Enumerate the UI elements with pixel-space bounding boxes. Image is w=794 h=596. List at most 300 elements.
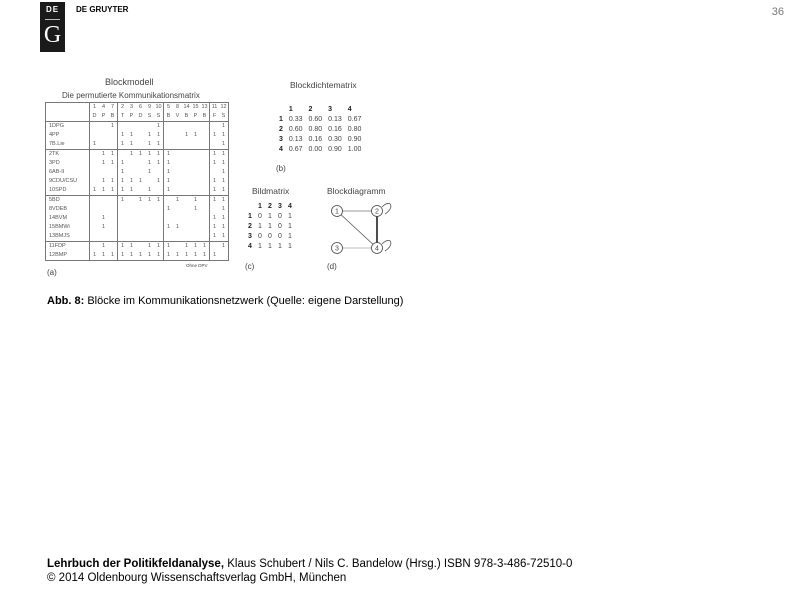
col-letter: P (129, 113, 134, 119)
matrix-cell (90, 122, 100, 132)
matrix-cell: 1 (145, 196, 154, 206)
matrix-cell (173, 159, 182, 168)
matrix-cell (127, 196, 136, 206)
matrix-cell (108, 232, 118, 242)
row-header: 1 (248, 213, 252, 220)
corner-cell (46, 103, 90, 113)
matrix-cell (210, 242, 220, 252)
matrix-cell (136, 205, 145, 214)
row-header: 4 (248, 243, 252, 250)
matrix-cell (118, 205, 128, 214)
matrix-cell: 1 (221, 215, 226, 221)
row-label: 5BD (46, 196, 90, 206)
table-row (245, 212, 295, 222)
matrix-cell: 1 (191, 196, 200, 206)
matrix-cell: 1 (118, 177, 128, 186)
matrix-cell (127, 214, 136, 223)
col-letter: V (175, 113, 180, 119)
matrix-cell (200, 232, 210, 242)
matrix-cell: 1 (219, 150, 229, 160)
value-cell: 0.16 (308, 136, 323, 143)
blockmodel-subtitle: Die permutierte Kommunikationsmatrix (62, 91, 200, 100)
matrix-cell (182, 177, 191, 186)
matrix-cell (200, 122, 210, 132)
matrix-cell: 1 (156, 160, 161, 166)
matrix-source: Ohne DPV (186, 263, 208, 268)
matrix-cell: 1 (154, 196, 164, 206)
matrix-cell: 1 (219, 196, 229, 206)
matrix-cell (145, 122, 154, 132)
matrix-cell: 1 (101, 224, 106, 230)
matrix-cell (127, 122, 136, 132)
value-cell: 0.67 (347, 116, 362, 123)
col-letter: B (164, 112, 174, 122)
corner-cell (245, 202, 255, 212)
row-label: 1DPG (46, 122, 90, 132)
matrix-cell (154, 186, 164, 196)
matrix-cell: 1 (136, 196, 145, 206)
row-label: 9CDU/CSU (49, 178, 78, 184)
matrix-cell: 1 (210, 196, 220, 206)
col-number: 8 (175, 104, 180, 110)
matrix-cell (90, 159, 100, 168)
col-number: 6 (138, 104, 143, 110)
matrix-cell (182, 159, 191, 168)
value-cell: 0.80 (308, 126, 323, 133)
matrix-cell (173, 140, 182, 150)
matrix-cell (173, 205, 182, 214)
matrix-cell: 1 (156, 178, 161, 184)
matrix-cell: 1 (182, 242, 191, 252)
matrix-cell: 1 (210, 251, 220, 261)
matrix-cell (136, 131, 145, 140)
row-header: 3 (279, 136, 283, 143)
matrix-row (46, 131, 229, 140)
matrix-cell: 1 (184, 252, 189, 258)
matrix-cell (191, 214, 200, 223)
matrix-cell (182, 150, 191, 160)
matrix-header-row (46, 103, 229, 113)
matrix-cell: 1 (210, 150, 220, 160)
matrix-cell (90, 150, 100, 160)
row-label: 3PD (49, 160, 60, 166)
matrix-cell: 1 (200, 242, 210, 252)
matrix-cell (164, 196, 174, 206)
label-a: (a) (47, 268, 57, 277)
matrix-cell: 1 (164, 242, 174, 252)
col-letter: S (221, 113, 226, 119)
node-label: 4 (375, 245, 379, 253)
matrix-cell: 1 (129, 187, 134, 193)
col-number: 2 (118, 103, 128, 113)
footer (47, 557, 572, 585)
matrix-cell: 1 (129, 132, 134, 138)
column-header: 2 (268, 203, 272, 210)
matrix-cell (219, 251, 229, 261)
matrix-cell (108, 131, 118, 140)
matrix-cell: 1 (210, 159, 220, 168)
column-header: 3 (328, 106, 333, 113)
col-letter: S (156, 113, 161, 119)
table-row (276, 115, 364, 125)
row-label: 14BVM (49, 215, 68, 221)
matrix-cell: 1 (154, 242, 164, 252)
logo-divider (45, 19, 60, 20)
corner-cell (276, 105, 286, 115)
matrix-cell (90, 177, 100, 186)
matrix-cell: 1 (118, 168, 128, 177)
matrix-cell (136, 168, 145, 177)
matrix-cell: 1 (164, 186, 174, 196)
page-number: 36 (771, 6, 784, 18)
matrix-cell: 1 (147, 160, 152, 166)
matrix-cell: 1 (175, 224, 180, 230)
matrix-cell (210, 168, 220, 177)
matrix-cell (145, 214, 154, 223)
matrix-cell (164, 140, 174, 150)
matrix-cell (108, 168, 118, 177)
matrix-cell: 1 (164, 223, 174, 232)
matrix-cell: 1 (210, 223, 220, 232)
matrix-cell (182, 232, 191, 242)
node-label: 1 (335, 208, 339, 216)
matrix-cell (90, 196, 100, 206)
value-cell: 0.67 (288, 146, 303, 153)
matrix-cell (182, 122, 191, 132)
matrix-cell (182, 168, 191, 177)
matrix-cell (108, 223, 118, 232)
matrix-cell: 1 (210, 214, 220, 223)
matrix-cell (191, 177, 200, 186)
matrix-cell (164, 232, 174, 242)
value-cell: 0.90 (328, 146, 342, 153)
matrix-cell (200, 223, 210, 232)
matrix-cell: 1 (110, 160, 115, 166)
matrix-cell: 1 (221, 206, 226, 212)
matrix-cell (118, 214, 128, 223)
col-number: 11 (210, 103, 220, 113)
matrix-cell (200, 140, 210, 150)
row-label: 8VDEB (49, 206, 68, 212)
matrix-cell: 1 (101, 252, 106, 258)
col-number: 13 (201, 104, 208, 110)
matrix-cell: 1 (164, 177, 174, 186)
matrix-cell: 1 (101, 178, 106, 184)
matrix-cell (118, 232, 128, 242)
loop-4 (382, 240, 391, 251)
matrix-cell: 1 (101, 215, 106, 221)
matrix-cell: 1 (221, 132, 226, 138)
value-cell: 1 (288, 223, 292, 230)
matrix-cell (127, 232, 136, 242)
matrix-cell: 1 (99, 242, 108, 252)
matrix-cell: 1 (118, 242, 128, 252)
col-letter: S (147, 113, 152, 119)
col-number: 14 (183, 104, 190, 110)
matrix-cell: 1 (221, 233, 226, 239)
col-number: 10 (155, 104, 162, 110)
matrix-cell: 1 (156, 132, 161, 138)
col-number: 12 (220, 104, 227, 110)
col-number: 3 (129, 104, 134, 110)
matrix-cell: 1 (147, 252, 152, 258)
matrix-row (46, 140, 229, 150)
matrix-cell: 1 (173, 196, 182, 206)
matrix-cell: 1 (108, 122, 118, 132)
value-cell: 1 (258, 243, 262, 250)
column-header: 2 (308, 106, 313, 113)
matrix-cell: 1 (164, 251, 174, 261)
matrix-cell (173, 131, 182, 140)
matrix-cell (154, 223, 164, 232)
matrix-cell (200, 159, 210, 168)
table-row (245, 222, 295, 232)
table-row (276, 145, 364, 155)
value-cell: 0.33 (288, 116, 303, 123)
matrix-cell: 1 (164, 168, 174, 177)
col-letter: B (110, 113, 115, 119)
matrix-row (46, 205, 229, 214)
matrix-cell (173, 214, 182, 223)
matrix-cell (191, 232, 200, 242)
matrix-cell: 1 (129, 141, 134, 147)
matrix-row (46, 186, 229, 196)
row-header: 2 (279, 126, 283, 133)
matrix-cell: 1 (118, 159, 128, 168)
col-letter: B (202, 113, 207, 119)
image-matrix (245, 202, 295, 252)
col-letter: F (210, 112, 220, 122)
matrix-cell (191, 150, 200, 160)
table-row (245, 242, 295, 252)
matrix-cell (173, 122, 182, 132)
matrix-cell (99, 140, 108, 150)
matrix-cell (182, 140, 191, 150)
matrix-cell (191, 223, 200, 232)
density-matrix (276, 105, 364, 155)
matrix-cell: 1 (164, 159, 174, 168)
matrix-row (46, 251, 229, 261)
matrix-cell (164, 131, 174, 140)
matrix-cell: 1 (221, 224, 226, 230)
matrix-cell (90, 205, 100, 214)
matrix-cell: 1 (118, 140, 128, 150)
matrix-cell (127, 205, 136, 214)
value-cell: 0.13 (328, 116, 342, 123)
column-header: 3 (278, 203, 282, 210)
matrix-cell: 1 (184, 132, 189, 138)
matrix-cell: 1 (154, 150, 164, 160)
value-cell: 0.80 (347, 126, 362, 133)
matrix-cell (200, 214, 210, 223)
row-label: 7B.Lie (49, 141, 65, 147)
matrix-cell (145, 232, 154, 242)
matrix-cell (191, 159, 200, 168)
matrix-cell (136, 122, 145, 132)
column-header: 1 (258, 203, 262, 210)
matrix-cell: 1 (118, 186, 128, 196)
matrix-cell (118, 223, 128, 232)
col-number: 7 (110, 104, 115, 110)
matrix-cell: 1 (108, 150, 118, 160)
matrix-cell: 1 (164, 205, 174, 214)
matrix-cell: 1 (90, 251, 100, 261)
matrix-cell: 1 (110, 178, 115, 184)
row-label: 12BMP (49, 252, 68, 258)
value-cell: 0.30 (328, 136, 342, 143)
matrix-cell (136, 223, 145, 232)
row-label: 10SPD (49, 187, 67, 193)
image-matrix-title: Bildmatrix (252, 186, 290, 196)
value-cell: 1 (288, 233, 292, 240)
matrix-cell (90, 223, 100, 232)
value-cell: 0.60 (308, 116, 323, 123)
matrix-cell (99, 232, 108, 242)
matrix-cell (200, 205, 210, 214)
col-letter: P (193, 113, 198, 119)
matrix-cell (182, 214, 191, 223)
value-cell: 0 (278, 223, 282, 230)
label-d: (d) (327, 262, 337, 271)
matrix-cell: 1 (138, 178, 143, 184)
matrix-cell: 1 (210, 131, 220, 140)
table-row (276, 135, 364, 145)
matrix-cell (108, 205, 118, 214)
value-cell: 1.00 (347, 146, 362, 153)
matrix-cell (136, 186, 145, 196)
book-title: Lehrbuch der Politikfeldanalyse, (47, 558, 225, 570)
matrix-cell (200, 150, 210, 160)
value-cell: 0 (268, 233, 272, 240)
matrix-cell (200, 186, 210, 196)
row-label: 2TK (46, 150, 90, 160)
matrix-cell (154, 168, 164, 177)
blockmodel-title: Blockmodell (105, 77, 154, 87)
matrix-cell: 1 (210, 232, 220, 242)
matrix-cell (136, 242, 145, 252)
table-row (276, 125, 364, 135)
matrix-cell: 1 (101, 187, 106, 193)
value-cell: 1 (268, 243, 272, 250)
matrix-cell: 1 (193, 206, 198, 212)
matrix-cell: 1 (145, 242, 154, 252)
value-cell: 0 (258, 213, 262, 220)
matrix-cell: 1 (154, 122, 164, 132)
matrix-cell (173, 168, 182, 177)
matrix-cell: 1 (145, 150, 154, 160)
col-number: 4 (101, 104, 106, 110)
row-label: 4PP (49, 132, 60, 138)
value-cell: 0 (278, 213, 282, 220)
matrix-cell (108, 140, 118, 150)
matrix-cell (136, 140, 145, 150)
value-cell: 0.00 (308, 146, 323, 153)
matrix-cell (191, 168, 200, 177)
matrix-cell (191, 122, 200, 132)
matrix-cell (99, 196, 108, 206)
matrix-cell: 1 (191, 242, 200, 252)
matrix-cell: 1 (101, 160, 106, 166)
value-cell: 1 (268, 213, 272, 220)
communication-matrix (45, 102, 229, 261)
matrix-cell: 1 (110, 252, 115, 258)
matrix-cell (90, 232, 100, 242)
matrix-cell: 1 (147, 169, 152, 175)
column-header: 4 (288, 203, 292, 210)
matrix-row (46, 223, 229, 232)
matrix-cell (99, 131, 108, 140)
matrix-cell: 1 (221, 141, 226, 147)
caption-text: Blöcke im Kommunikationsnetzwerk (Quelle: eigene Darstellung) (84, 295, 404, 307)
row-header: 1 (279, 116, 283, 123)
matrix-cell (200, 131, 210, 140)
col-number: 9 (147, 104, 152, 110)
matrix-row (46, 122, 229, 132)
matrix-cell: 1 (147, 141, 152, 147)
row-header: 2 (248, 223, 252, 230)
row-header: 3 (248, 233, 252, 240)
matrix-cell (108, 242, 118, 252)
matrix-cell (90, 131, 100, 140)
matrix-cell: 1 (221, 160, 226, 166)
matrix-cell: 1 (147, 187, 152, 193)
col-letter: D (138, 113, 143, 119)
value-cell: 1 (278, 243, 282, 250)
matrix-cell (154, 232, 164, 242)
col-number: 1 (90, 103, 100, 113)
matrix-cell (210, 122, 220, 132)
matrix-cell: 1 (156, 141, 161, 147)
row-label: 11FDP (46, 242, 90, 252)
matrix-cell (182, 223, 191, 232)
book-info: Klaus Schubert / Nils C. Bandelow (Hrsg.) ISBN 978-3-486-72510-0 (224, 558, 573, 570)
figure-caption (47, 295, 403, 307)
caption-prefix: Abb. 8: (47, 295, 85, 307)
matrix-cell: 1 (202, 252, 207, 258)
matrix-cell: 1 (118, 196, 128, 206)
value-cell: 0.90 (347, 136, 362, 143)
matrix-cell: 1 (129, 178, 134, 184)
matrix-row (46, 177, 229, 186)
matrix-cell (173, 177, 182, 186)
matrix-cell (90, 214, 100, 223)
matrix-cell: 1 (110, 187, 115, 193)
matrix-cell: 1 (118, 131, 128, 140)
matrix-cell (200, 168, 210, 177)
matrix-cell (200, 196, 210, 206)
matrix-cell: 1 (156, 252, 161, 258)
matrix-cell: 1 (175, 252, 180, 258)
publisher-name: DE GRUYTER (76, 5, 129, 14)
col-letter: P (101, 113, 106, 119)
matrix-row (46, 214, 229, 223)
matrix-cell: 1 (138, 252, 143, 258)
matrix-cell (99, 205, 108, 214)
value-cell: 0.16 (328, 126, 342, 133)
matrix-cell: 1 (210, 186, 220, 196)
matrix-cell (145, 177, 154, 186)
table-row (245, 232, 295, 242)
matrix-cell: 1 (127, 150, 136, 160)
density-matrix-title: Blockdichtematrix (290, 80, 357, 90)
logo-text-g: G (43, 22, 62, 48)
matrix-cell (164, 214, 174, 223)
column-header: 1 (288, 106, 293, 113)
node-label: 2 (375, 208, 379, 216)
matrix-cell: 1 (147, 132, 152, 138)
col-letter: T (118, 112, 128, 122)
matrix-cell (173, 186, 182, 196)
